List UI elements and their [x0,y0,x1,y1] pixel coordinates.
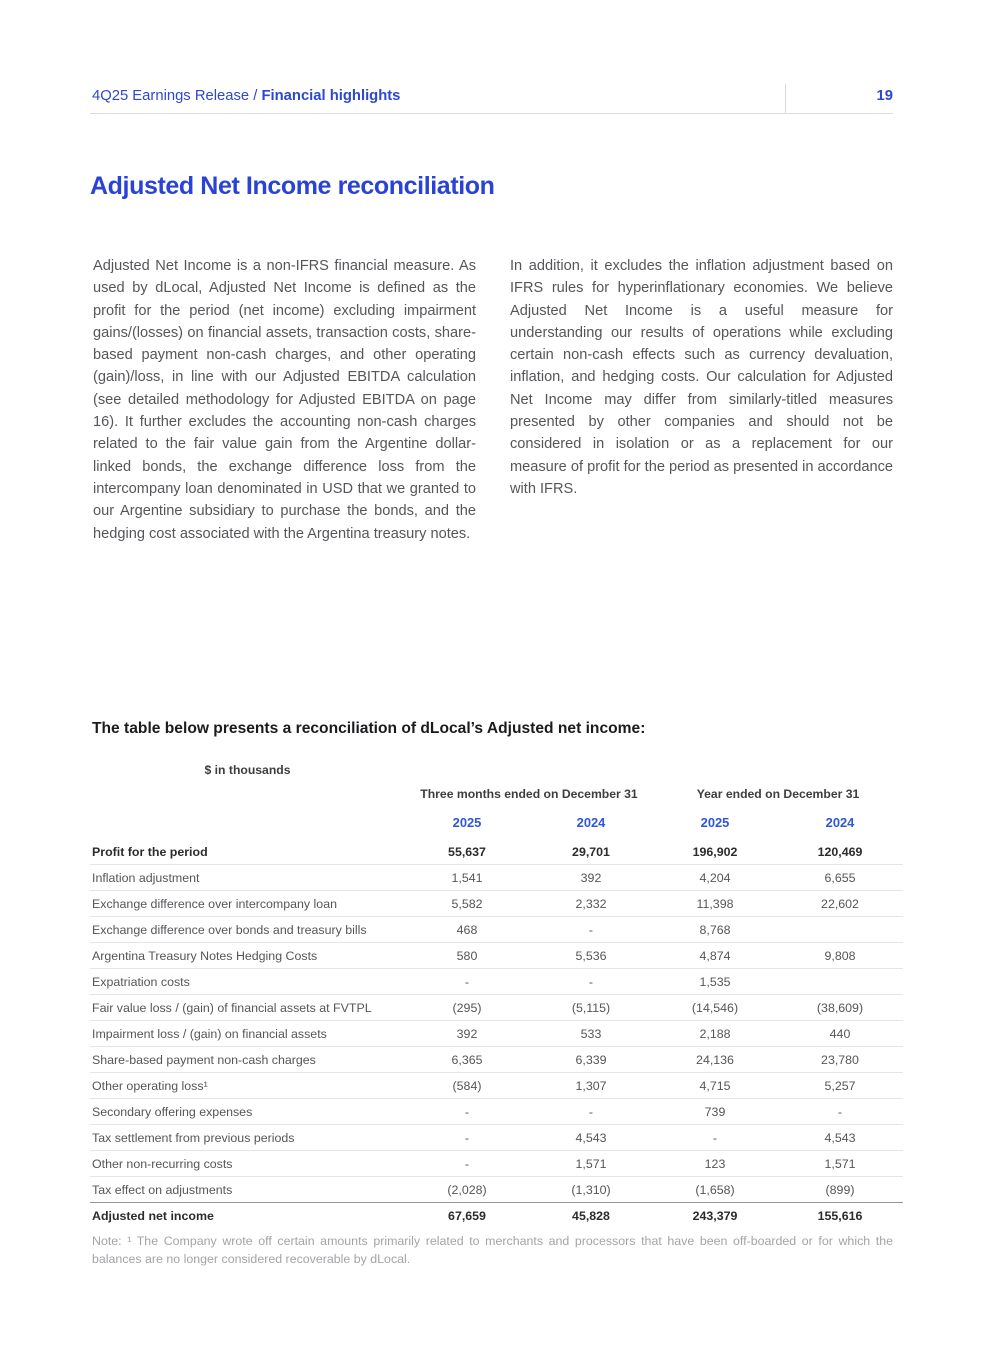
row-value: 8,768 [699,922,731,937]
table-row [90,943,903,969]
row-value: 55,637 [448,844,486,859]
row-value: 4,204 [699,870,731,885]
row-value: 23,780 [821,1052,859,1067]
row-value: (584) [452,1078,482,1093]
table-group-header-row [90,782,903,806]
group-header-year: Year ended on December 31 [696,787,860,801]
row-value: 468 [456,922,478,937]
year-header: 2024 [576,815,606,830]
table-row [90,1047,903,1073]
body-paragraph-right: In addition, it excludes the inflation adjustment based on IFRS rules for hyperinflationary economies. We believe Adjusted Net Income is a useful measure for understanding our results of operations while excluding certain non-cash effects such as currency devaluation, inflation, and hedging costs. Our calculation for Adjusted Net Income may differ from similarly-titled measures presented by other companies and should not be considered in isolation or as a replacement for our measure of profit for the period as presented in accordance with IFRS. [510,258,893,497]
row-label: Other operating loss¹ [92,1078,208,1093]
row-value: 24,136 [696,1052,734,1067]
reconciliation-table [90,758,903,1229]
row-value: 155,616 [817,1209,863,1223]
row-value: 4,715 [699,1078,731,1093]
row-value: 1,307 [575,1078,607,1093]
table-row [90,891,903,917]
row-value: (1,658) [695,1182,735,1197]
breadcrumb-current-page: Financial highlights [261,88,401,104]
row-value: - [464,1130,470,1145]
row-value: 11,398 [696,896,734,911]
row-value: 2,188 [699,1026,731,1041]
row-value: 45,828 [572,1209,610,1223]
year-header: 2024 [825,815,855,830]
row-value: 22,602 [821,896,859,911]
breadcrumb-section: 4Q25 Earnings Release [92,88,250,104]
row-label: Tax effect on adjustments [92,1182,233,1197]
body-columns [93,255,893,545]
row-label: Adjusted net income [92,1209,214,1223]
row-value: 5,257 [824,1078,856,1093]
row-label: Fair value loss / (gain) of financial assets at FVTPL [92,1000,372,1015]
row-value: 243,379 [692,1209,738,1223]
row-value: 440 [829,1026,851,1041]
page-number: 19 [876,88,893,104]
row-value: (899) [825,1182,855,1197]
row-value: 9,808 [824,948,856,963]
row-value: 6,655 [824,870,856,885]
row-value: 739 [704,1104,726,1119]
row-value: 5,536 [575,948,607,963]
row-value: 1,541 [451,870,483,885]
row-value: 1,535 [699,974,731,989]
row-value: - [464,974,470,989]
row-value: 67,659 [448,1209,486,1223]
table-row [90,865,903,891]
row-label: Inflation adjustment [92,870,200,885]
row-value: - [712,1130,718,1145]
row-label: Share-based payment non-cash charges [92,1052,316,1067]
table-unit-row [90,758,903,782]
row-value: (5,115) [571,1000,611,1015]
row-value: - [588,922,594,937]
breadcrumb [92,88,400,104]
row-value: 4,874 [699,948,731,963]
row-value: 120,469 [817,844,863,859]
row-value: (1,310) [571,1182,611,1197]
table-row [90,1177,903,1203]
year-header: 2025 [452,815,482,830]
row-value: 580 [456,948,478,963]
row-value: - [464,1104,470,1119]
page-header [90,84,893,113]
header-vertical-divider [785,84,786,113]
row-value: - [588,974,594,989]
table-row [90,1151,903,1177]
row-value: 1,571 [575,1156,607,1171]
row-label: Impairment loss / (gain) on financial assets [92,1026,327,1041]
table-row [90,1203,903,1229]
unit-label: $ in thousands [204,763,291,777]
row-label: Exchange difference over intercompany loan [92,896,337,911]
row-value: 4,543 [824,1130,856,1145]
table-row [90,1073,903,1099]
row-label: Tax settlement from previous periods [92,1130,295,1145]
table-row [90,1125,903,1151]
table-row [90,917,903,943]
row-label: Expatriation costs [92,974,190,989]
table-intro: The table below presents a reconciliation of dLocal’s Adjusted net income: [92,720,646,737]
row-value: 6,365 [451,1052,483,1067]
table-year-header-row [90,806,903,839]
table-body [90,839,903,1229]
row-value: 533 [580,1026,602,1041]
row-value: (38,609) [816,1000,864,1015]
table-row [90,1099,903,1125]
table-row [90,969,903,995]
row-value: 6,339 [575,1052,607,1067]
row-value: 5,582 [451,896,483,911]
row-value: - [464,1156,470,1171]
row-label: Argentina Treasury Notes Hedging Costs [92,948,318,963]
row-label: Secondary offering expenses [92,1104,253,1119]
group-header-quarter: Three months ended on December 31 [420,787,638,801]
row-value: 29,701 [572,844,610,859]
row-value: - [588,1104,594,1119]
row-value: (14,546) [691,1000,739,1015]
row-value: 2,332 [575,896,607,911]
row-value: 392 [456,1026,478,1041]
breadcrumb-separator: / [253,88,258,104]
page-title: Adjusted Net Income reconciliation [90,172,495,200]
row-value: - [837,1104,843,1119]
year-header: 2025 [700,815,730,830]
row-value: 123 [704,1156,726,1171]
row-value: 4,543 [575,1130,607,1145]
row-value: 196,902 [692,844,738,859]
row-label: Other non-recurring costs [92,1156,233,1171]
row-label: Profit for the period [92,844,208,859]
table-row [90,1021,903,1047]
body-paragraph-left: Adjusted Net Income is a non-IFRS financial measure. As used by dLocal, Adjusted Net Income is defined as the profit for the period (net income) excluding impairment gains/(losses) on financial assets, transaction costs, share-based payment non-cash charges, and other operating (gain)/loss, in line with our Adjusted EBITDA calculation (see detailed methodology for Adjusted EBITDA on page 16). It further excludes the accounting non-cash charges related to the fair value gain from the Argentine dollar-linked bonds, the exchange difference loss from the intercompany loan denominated in USD that we granted to our Argentine subsidiary to purchase the bonds, and the hedging cost associated with the Argentina treasury notes. [93,258,476,542]
row-value: (2,028) [447,1182,487,1197]
row-value: 392 [580,870,602,885]
table-row [90,839,903,865]
footnote: Note: ¹ The Company wrote off certain amounts primarily related to merchants and processors that have been off-boarded or for which the balances are no longer considered recoverable by dLocal. [92,1234,893,1266]
row-value: (295) [452,1000,482,1015]
row-value: 1,571 [824,1156,856,1171]
header-rule [90,113,893,114]
table-row [90,995,903,1021]
row-label: Exchange difference over bonds and treasury bills [92,922,367,937]
